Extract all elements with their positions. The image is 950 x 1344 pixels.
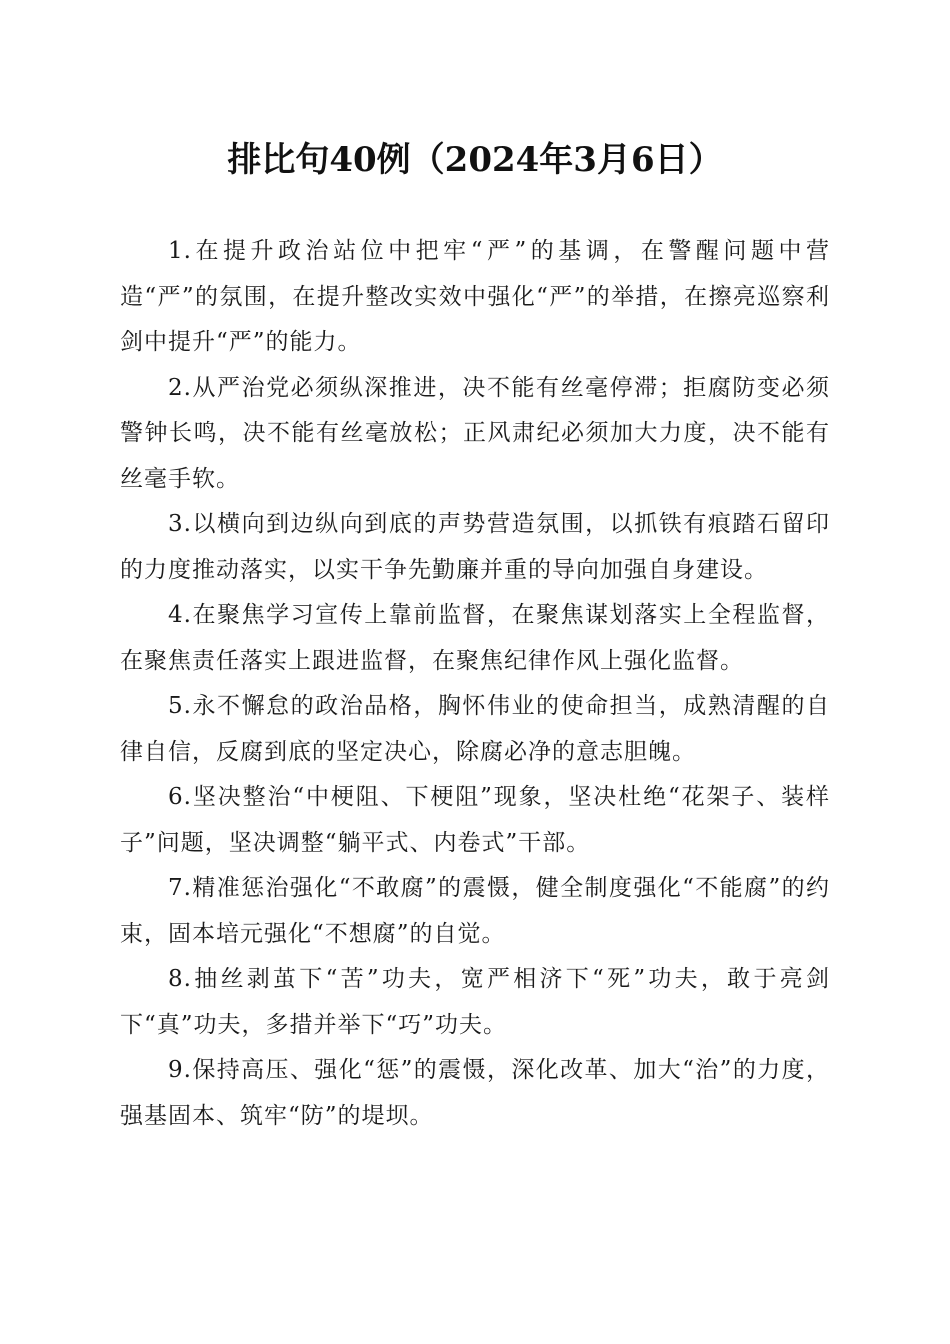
paragraph-5: 5.永不懈怠的政治品格，胸怀伟业的使命担当，成熟清醒的自律自信，反腐到底的坚定决心，除腐必净的意志胆魄。 — [120, 693, 830, 765]
paragraph-8: 8.抽丝剥茧下“苦”功夫，宽严相济下“死”功夫，敢于亮剑下“真”功夫，多措并举下“巧”功夫。 — [120, 966, 830, 1038]
paragraph-6: 6.坚决整治“中梗阻、下梗阻”现象，坚决杜绝“花架子、装样子”问题，坚决调整“躺平式、内卷式”干部。 — [120, 784, 830, 856]
paragraph-1: 1.在提升政治站位中把牢“严”的基调，在警醒问题中营造“严”的氛围，在提升整改实效中强化“严”的举措，在擦亮巡察利剑中提升“严”的能力。 — [120, 238, 830, 355]
paragraph-2: 2.从严治党必须纵深推进，决不能有丝毫停滞；拒腐防变必须警钟长鸣，决不能有丝毫放松；正风肃纪必须加大力度，决不能有丝毫手软。 — [120, 374, 830, 492]
paragraph-4: 4.在聚焦学习宣传上靠前监督，在聚焦谋划落实上全程监督，在聚焦责任落实上跟进监督，在聚焦纪律作风上强化监督。 — [120, 602, 830, 674]
paragraph-9: 9.保持高压、强化“惩”的震慑，深化改革、加大“治”的力度，强基固本、筑牢“防”的堤坝。 — [120, 1057, 830, 1129]
paragraph-7: 7.精准惩治强化“不敢腐”的震慑，健全制度强化“不能腐”的约束，固本培元强化“不想腐”的自觉。 — [120, 875, 830, 947]
document-title: 排比句40例（2024年3月6日） — [227, 140, 723, 180]
paragraph-3: 3.以横向到边纵向到底的声势营造氛围，以抓铁有痕踏石留印的力度推动落实，以实干争先勤廉并重的导向加强自身建设。 — [120, 511, 830, 583]
document-body — [120, 229, 830, 1139]
